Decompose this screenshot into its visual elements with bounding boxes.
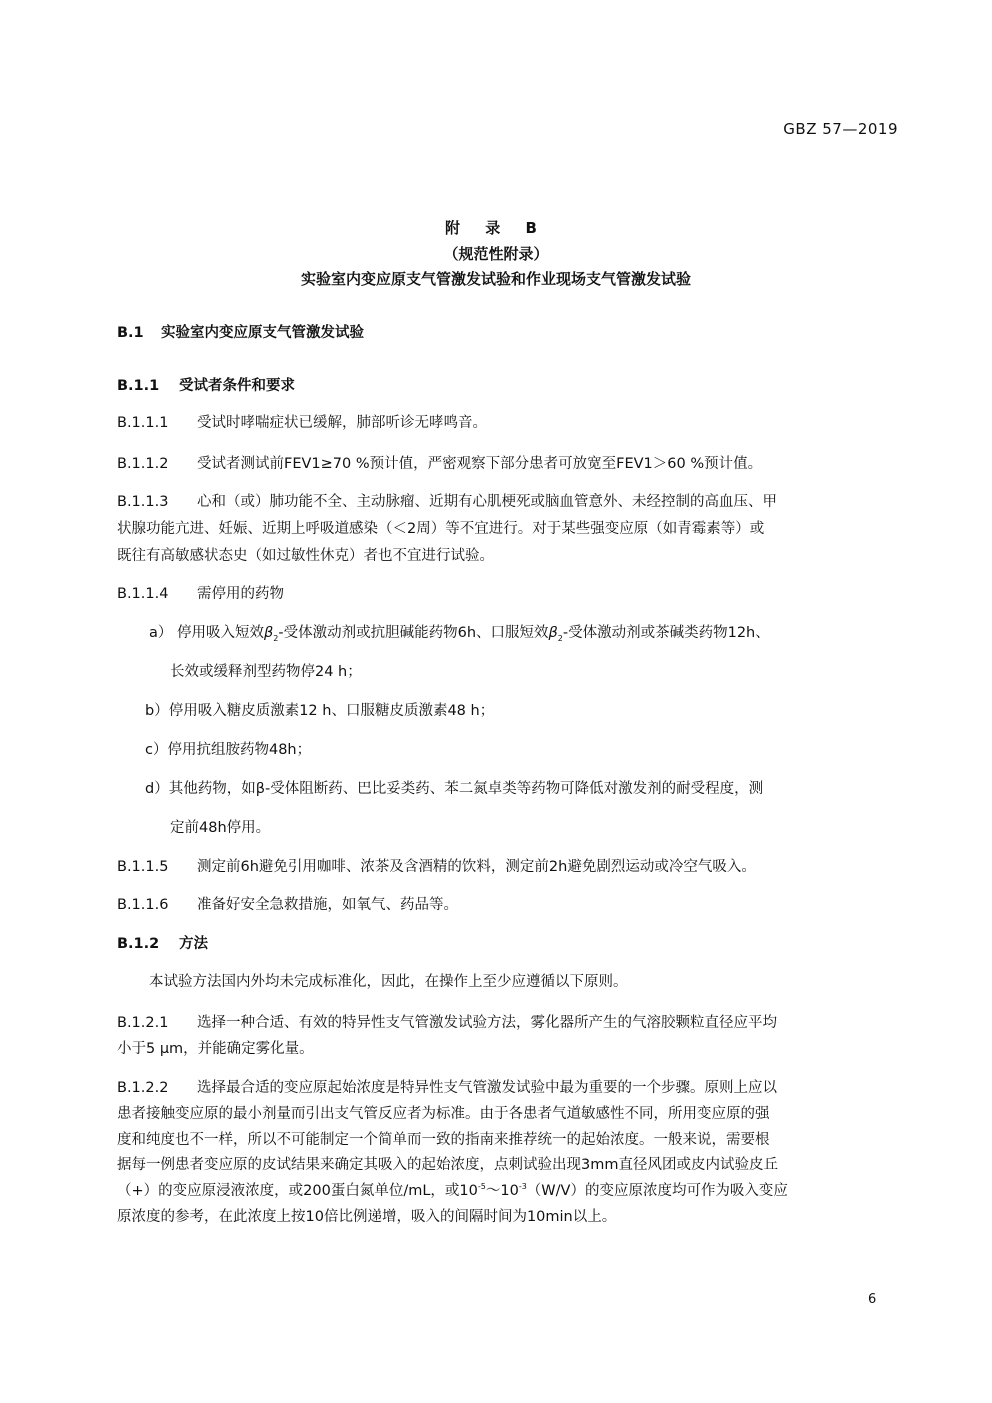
section-number: B.1 bbox=[117, 325, 144, 341]
clause-text: 测定前6h避免引用咖啡、浓茶及含酒精的饮料，测定前2h避免剧烈运动或冷空气吸入。 bbox=[197, 859, 756, 875]
clause-number: B.1.1.2 bbox=[117, 456, 169, 472]
clause-b122-line4: 据每一例患者变应原的皮试结果来确定其吸入的起始浓度，点刺试验出现3mm直径风团或皮内试验皮丘 bbox=[117, 1157, 778, 1173]
clause-number: B.1.1.6 bbox=[117, 897, 169, 913]
clause-b113-line3: 既往有高敏感状态史（如过敏性休克）者也不宜进行试验。 bbox=[117, 548, 494, 564]
superscript: -5 bbox=[477, 1182, 486, 1191]
clause-b121-line2: 小于5 μm，并能确定雾化量。 bbox=[117, 1041, 314, 1057]
list-item-a bbox=[149, 621, 770, 643]
clause-b116 bbox=[117, 893, 458, 914]
method-intro: 本试验方法国内外均未完成标准化，因此，在操作上至少应遵循以下原则。 bbox=[149, 974, 628, 990]
clause-b122-line5 bbox=[117, 1179, 788, 1200]
list-item-c: c）停用抗组胺药物48h； bbox=[145, 742, 312, 758]
clause-text: 准备好安全急救措施，如氧气、药品等。 bbox=[197, 897, 458, 913]
superscript: -3 bbox=[518, 1182, 527, 1191]
section-heading: 实验室内变应原支气管激发试验 bbox=[161, 325, 364, 341]
list-item-d: d）其他药物，如β-受体阻断药、巴比妥类药、苯二氮卓类等药物可降低对激发剂的耐受程度，测 bbox=[145, 781, 764, 797]
appendix-heading: 实验室内变应原支气管激发试验和作业现场支气管激发试验 bbox=[300, 270, 691, 288]
section-heading: 受试者条件和要求 bbox=[179, 378, 295, 394]
beta-symbol: β bbox=[264, 625, 274, 641]
section-number: B.1.1 bbox=[117, 378, 160, 394]
clause-b121 bbox=[117, 1011, 777, 1032]
page-number: 6 bbox=[868, 1292, 877, 1307]
clause-number: B.1.1.3 bbox=[117, 494, 169, 510]
clause-number: B.1.1.5 bbox=[117, 859, 169, 875]
section-b12 bbox=[117, 932, 208, 953]
appendix-title: 附 录 B bbox=[445, 219, 547, 237]
clause-text: （W/V）的变应原浓度均可作为吸入变应 bbox=[526, 1183, 788, 1199]
list-text: -受体激动剂或抗胆碱能药物6h、口服短效 bbox=[278, 625, 549, 641]
list-item-b: b）停用吸入糖皮质激素12 h、口服糖皮质激素48 h； bbox=[145, 703, 495, 719]
clause-text: 心和（或）肺功能不全、主动脉瘤、近期有心肌梗死或脑血管意外、未经控制的高血压、甲 bbox=[197, 494, 777, 510]
list-item-d-cont: 定前48h停用。 bbox=[170, 820, 271, 836]
clause-number: B.1.2.1 bbox=[117, 1015, 169, 1031]
clause-b115 bbox=[117, 855, 756, 876]
list-text: -受体激动剂或茶碱类药物12h、 bbox=[562, 625, 770, 641]
clause-b122 bbox=[117, 1076, 777, 1097]
beta-symbol: β bbox=[548, 625, 558, 641]
clause-b122-line6: 原浓度的参考，在此浓度上按10倍比例递增，吸入的间隔时间为10min以上。 bbox=[117, 1209, 617, 1225]
section-b1 bbox=[117, 321, 364, 342]
clause-number: B.1.1.4 bbox=[117, 586, 169, 602]
clause-b112 bbox=[117, 452, 762, 473]
section-b11 bbox=[117, 374, 295, 395]
clause-b113 bbox=[117, 490, 777, 511]
clause-text: （+）的变应原浸液浓度，或200蛋白氮单位/mL，或10 bbox=[117, 1183, 478, 1199]
clause-text: ～10 bbox=[485, 1183, 519, 1199]
clause-text: 需停用的药物 bbox=[197, 586, 284, 602]
subscript: 2 bbox=[273, 633, 279, 643]
clause-number: B.1.1.1 bbox=[117, 415, 169, 431]
clause-b114 bbox=[117, 582, 284, 603]
doc-code-header: GBZ 57—2019 bbox=[783, 120, 898, 138]
section-heading: 方法 bbox=[179, 936, 208, 952]
clause-text: 受试时哮喘症状已缓解，肺部听诊无哮鸣音。 bbox=[197, 415, 487, 431]
clause-b122-line3: 度和纯度也不一样，所以不可能制定一个简单而一致的指南来推荐统一的起始浓度。一般来说，需要根 bbox=[117, 1132, 770, 1148]
subscript: 2 bbox=[557, 633, 563, 643]
clause-text: 受试者测试前FEV1≥70 %预计值，严密观察下部分患者可放宽至FEV1＞60 %预计值。 bbox=[197, 456, 763, 472]
section-number: B.1.2 bbox=[117, 936, 160, 952]
clause-text: 选择最合适的变应原起始浓度是特异性支气管激发试验中最为重要的一个步骤。原则上应以 bbox=[197, 1080, 777, 1096]
list-item-a-cont: 长效或缓释剂型药物停24 h； bbox=[170, 664, 362, 680]
clause-text: 选择一种合适、有效的特异性支气管激发试验方法，雾化器所产生的气溶胶颗粒直径应平均 bbox=[197, 1015, 777, 1031]
clause-number: B.1.2.2 bbox=[117, 1080, 169, 1096]
clause-b111 bbox=[117, 411, 487, 432]
appendix-type: （规范性附录） bbox=[443, 245, 549, 263]
list-label: a） bbox=[149, 625, 173, 641]
clause-b122-line2: 患者接触变应原的最小剂量而引出支气管反应者为标准。由于各患者气道敏感性不同，所用变应原的强 bbox=[117, 1106, 770, 1122]
list-text: 停用吸入短效 bbox=[177, 625, 264, 641]
clause-b113-line2: 状腺功能亢进、妊娠、近期上呼吸道感染（＜2周）等不宜进行。对于某些强变应原（如青霉素等）或 bbox=[117, 521, 765, 537]
